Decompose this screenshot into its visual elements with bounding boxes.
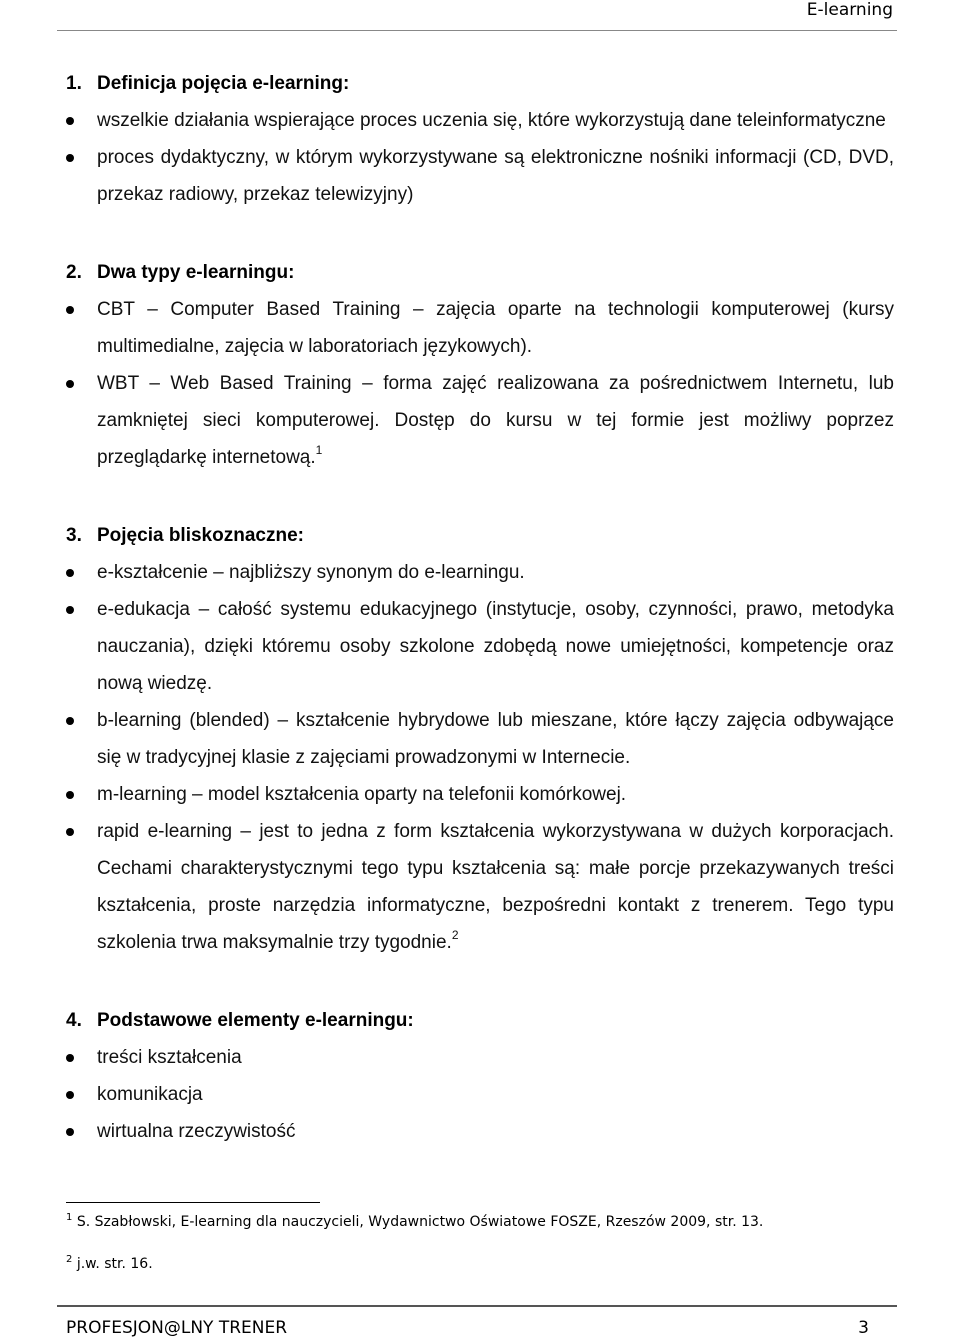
list-item: e-edukacja – całość systemu edukacyjnego (instytucje, osoby, czynności, prawo, metodyka nauczania), dzięki któremu osoby szkolone zdobędą nowe umiejętności, kompetencje oraz nową wiedzę.: [97, 591, 894, 702]
bullet-icon: [66, 306, 74, 314]
bullet-icon: [66, 1128, 74, 1136]
bullet-icon: [66, 717, 74, 725]
bullet-icon: [66, 117, 74, 125]
header-divider: [57, 30, 897, 31]
section-number: 3.: [66, 525, 82, 546]
bullet-icon: [66, 791, 74, 799]
section-title: Definicja pojęcia e-learning:: [97, 73, 350, 94]
list-item: wszelkie działania wspierające proces uczenia się, które wykorzystują dane teleinformatyczne: [97, 102, 894, 139]
section-types: [0, 254, 960, 476]
section-heading: [66, 254, 960, 291]
bullet-icon: [66, 380, 74, 388]
footer-divider: [57, 1305, 897, 1307]
list-item: komunikacja: [97, 1076, 894, 1113]
header-title: E-learning: [806, 0, 893, 20]
section-related-terms: [0, 517, 960, 961]
document-body: [0, 65, 960, 1150]
list-item: b-learning (blended) – kształcenie hybrydowe lub mieszane, które łączy zajęcia odbywające się w tradycyjnej klasie z zajęciami prowadzonymi w Internecie.: [97, 702, 894, 776]
section-definition: [0, 65, 960, 213]
section-heading: [66, 517, 960, 554]
bullet-icon: [66, 1054, 74, 1062]
list-item: wirtualna rzeczywistość: [97, 1113, 894, 1150]
section-number: 2.: [66, 262, 82, 283]
section-heading: [66, 65, 960, 102]
bullet-icon: [66, 828, 74, 836]
list-item: m-learning – model kształcenia oparty na telefonii komórkowej.: [97, 776, 894, 813]
list-item: CBT – Computer Based Training – zajęcia oparte na technologii komputerowej (kursy multimedialne, zajęcia w laboratoriach językowych).: [97, 291, 894, 365]
footnote: [66, 1214, 763, 1230]
page-number: 3: [858, 1318, 869, 1338]
bullet-list: [0, 102, 960, 213]
page-header: [0, 0, 960, 32]
bullet-icon: [66, 154, 74, 162]
bullet-list: [0, 291, 960, 476]
list-item: proces dydaktyczny, w którym wykorzystywane są elektroniczne nośniki informacji (CD, DVD, przekaz radiowy, przekaz telewizyjny): [97, 139, 894, 213]
footnote: [66, 1256, 153, 1272]
list-item: treści kształcenia: [97, 1039, 894, 1076]
footer-brand: PROFESJON@LNY TRENER: [66, 1318, 288, 1338]
section-number: 1.: [66, 73, 82, 94]
footnote-separator: [66, 1202, 320, 1203]
footnote-reference: 1: [315, 443, 323, 457]
footnote-text: j.w. str. 16.: [76, 1256, 153, 1272]
footnote-text: S. Szabłowski, E-learning dla nauczycieli, Wydawnictwo Oświatowe FOSZE, Rzeszów 2009, str. 13.: [76, 1214, 764, 1230]
bullet-list: [0, 1039, 960, 1150]
footnote-mark: 2: [66, 1254, 73, 1265]
section-title: Dwa typy e-learningu:: [97, 262, 295, 283]
section-title: Pojęcia bliskoznaczne:: [97, 525, 304, 546]
bullet-icon: [66, 1091, 74, 1099]
list-item: e-kształcenie – najbliższy synonym do e-learningu.: [97, 554, 894, 591]
bullet-icon: [66, 569, 74, 577]
section-basic-elements: [0, 1002, 960, 1150]
section-number: 4.: [66, 1010, 82, 1031]
section-heading: [66, 1002, 960, 1039]
bullet-list: [0, 554, 960, 961]
list-item: rapid e-learning – jest to jedna z form kształcenia wykorzystywana w dużych korporacjach. Cechami charakterystycznymi tego typu kształcenia są: małe porcje przekazywanych treści kształcenia, proste narzędzia informatyczne, bezpośredni kontakt z trenerem. Tego typu szkolenia trwa maksymalnie trzy tygodnie.$^2$: [97, 813, 894, 961]
bullet-icon: [66, 606, 74, 614]
list-item: WBT – Web Based Training – forma zajęć realizowana za pośrednictwem Internetu, lub zamkniętej sieci komputerowej. Dostęp do kursu w tej formie jest możliwy poprzez przeglądarkę internetową.$^1$: [97, 365, 894, 476]
section-title: Podstawowe elementy e-learningu:: [97, 1010, 414, 1031]
footnote-mark: 1: [66, 1212, 73, 1223]
footnote-reference: 2: [451, 928, 459, 942]
